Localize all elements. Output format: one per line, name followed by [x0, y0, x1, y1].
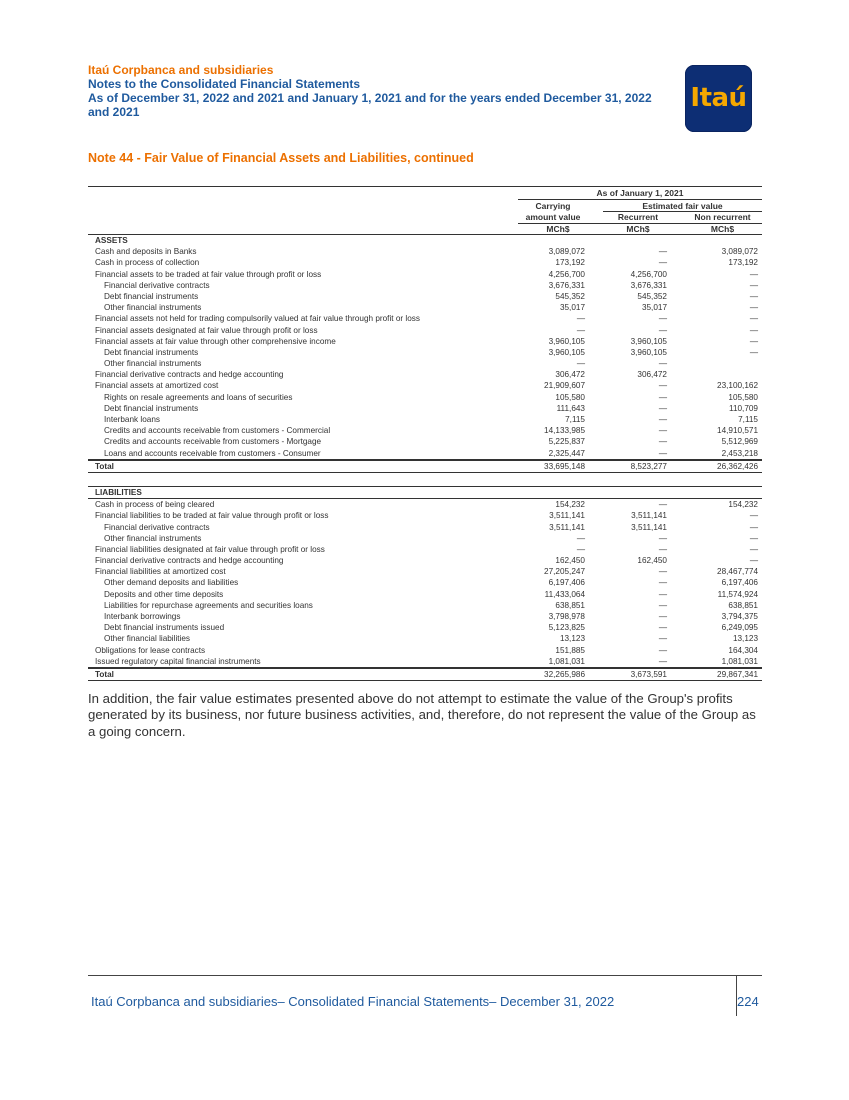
non-recurrent-value: 1,081,031	[721, 656, 758, 666]
table-row	[88, 380, 762, 391]
carrying-amount-value: 151,885	[555, 645, 585, 655]
non-recurrent-value: —	[749, 280, 758, 290]
carrying-amount-value: 3,960,105	[548, 336, 585, 346]
header-line-3: and 2021	[88, 105, 140, 119]
table-row	[88, 313, 762, 324]
recurrent-value: 162,450	[637, 556, 667, 566]
recurrent-value: —	[658, 403, 667, 413]
table-row	[88, 645, 762, 656]
row-label: Financial derivative contracts and hedge accounting	[95, 370, 284, 380]
liabilities-rows	[88, 499, 762, 668]
header-line-2: As of December 31, 2022 and 2021 and January 1, 2021 and for the years ended December 31, 2022	[88, 91, 652, 105]
non-recurrent-value: 173,192	[728, 258, 758, 268]
carrying-amount-value: —	[576, 314, 585, 324]
table-row	[88, 336, 762, 347]
carrying-amount-value: 105,580	[555, 392, 585, 402]
footer-text: Itaú Corpbanca and subsidiaries– Consolidated Financial Statements– December 31, 2022	[91, 994, 615, 1009]
table-row	[88, 577, 762, 588]
row-label: Financial assets designated at fair value through profit or loss	[95, 325, 318, 335]
table-row	[88, 414, 762, 425]
row-label: Cash and deposits in Banks	[95, 247, 197, 257]
row-label: Issued regulatory capital financial instruments	[95, 656, 261, 666]
recurrent-value: —	[658, 415, 667, 424]
table-row	[88, 533, 762, 544]
table-row	[88, 392, 762, 403]
non-recurrent-value: 3,794,375	[721, 612, 758, 621]
non-recurrent-value: 5,512,969	[721, 437, 758, 447]
recurrent-value: —	[658, 500, 667, 510]
carrying-amount-value: 13,123	[559, 634, 585, 644]
assets-heading-row	[88, 235, 762, 246]
table-row	[88, 369, 762, 380]
assets-total-carrying: 33,695,148	[544, 461, 585, 471]
row-label: Credits and accounts receivable from customers - Mortgage	[104, 437, 322, 447]
non-recurrent-value: 7,115	[738, 415, 758, 424]
non-recurrent-value: —	[749, 314, 758, 324]
estimated-fair-value-header: Estimated fair value	[642, 201, 723, 211]
carrying-amount-value: 3,089,072	[548, 247, 585, 257]
recurrent-value: 3,676,331	[630, 280, 667, 290]
recurrent-value: —	[658, 448, 667, 458]
recurrent-value: 4,256,700	[630, 269, 667, 279]
row-label: Financial assets to be traded at fair value through profit or loss	[95, 269, 322, 279]
recurrent-value: —	[658, 544, 667, 554]
non-recurrent-value: 6,197,406	[721, 578, 758, 588]
row-label: Cash in process of collection	[95, 258, 200, 268]
period-header: As of January 1, 2021	[596, 188, 684, 198]
liabilities-total-carrying: 32,265,986	[544, 669, 585, 679]
carrying-amount-value: 3,676,331	[548, 280, 585, 290]
assets-total-recurrent: 8,523,277	[630, 461, 667, 471]
row-label: Other financial instruments	[104, 359, 202, 369]
recurrent-value: 3,511,141	[631, 522, 667, 532]
recurrent-value: —	[658, 325, 667, 335]
table-row	[88, 656, 762, 668]
unit-carrying: MCh$	[546, 224, 570, 234]
non-recurrent-value: —	[749, 556, 758, 566]
table-row	[88, 280, 762, 291]
liabilities-heading: LIABILITIES	[95, 487, 142, 497]
assets-total-label: Total	[95, 461, 114, 471]
non-recurrent-value: —	[749, 269, 758, 279]
non-recurrent-value: —	[749, 347, 758, 357]
row-label: Other financial instruments	[104, 533, 202, 543]
non-recurrent-value: 6,249,095	[721, 623, 758, 633]
recurrent-value: —	[658, 426, 667, 436]
table-row	[88, 544, 762, 555]
note-title: Note 44 - Fair Value of Financial Assets and Liabilities, continued	[88, 151, 474, 165]
recurrent-value: —	[658, 258, 667, 268]
carrying-amount-value: 2,325,447	[548, 448, 585, 458]
recurrent-value: —	[658, 645, 667, 655]
non-recurrent-value: 14,910,571	[717, 426, 758, 436]
carrying-amount-value: —	[576, 359, 585, 369]
assets-heading: ASSETS	[95, 236, 128, 245]
non-recurrent-value: 154,232	[728, 500, 758, 510]
header-line-1: Notes to the Consolidated Financial Statements	[88, 77, 361, 91]
recurrent-value: 545,352	[637, 291, 667, 301]
assets-total-row	[88, 460, 762, 473]
liabilities-total-label: Total	[95, 669, 114, 679]
carrying-amount-value: 21,909,607	[544, 381, 585, 391]
carrying-amount-value: 27,205,247	[544, 567, 585, 577]
carrying-amount-value: 111,643	[556, 403, 585, 413]
row-label: Debt financial instruments issued	[104, 623, 225, 633]
carrying-amount-value: —	[576, 544, 585, 554]
non-recurrent-value: 13,123	[732, 634, 758, 644]
non-recurrent-value: 28,467,774	[717, 567, 758, 577]
non-recurrent-value: 11,574,924	[717, 589, 758, 599]
non-recurrent-value: 2,453,218	[721, 448, 758, 458]
row-label: Debt financial instruments	[104, 347, 199, 357]
carrying-amount-value: 3,960,105	[548, 347, 585, 357]
row-label: Obligations for lease contracts	[95, 645, 206, 655]
row-label: Deposits and other time deposits	[104, 589, 224, 599]
table-row	[88, 403, 762, 414]
recurrent-value: —	[658, 600, 667, 610]
liabilities-total-non-recurrent: 29,867,341	[717, 669, 758, 679]
carrying-amount-value: 154,232	[555, 500, 585, 510]
liabilities-section	[88, 487, 762, 681]
row-label: Other financial liabilities	[104, 634, 191, 644]
table-row	[88, 246, 762, 257]
table-row	[88, 499, 762, 510]
row-label: Financial liabilities to be traded at fair value through profit or loss	[95, 511, 329, 521]
column-header	[88, 187, 762, 234]
recurrent-value: 3,511,141	[631, 511, 667, 521]
section-spacer	[88, 473, 762, 486]
table-row	[88, 347, 762, 358]
table-row	[88, 436, 762, 447]
recurrent-value: —	[658, 392, 667, 402]
carrying-amount-value: 173,192	[555, 258, 585, 268]
carrying-amount-value: 5,123,825	[548, 623, 585, 633]
carrying-amount-value: 3,511,141	[549, 522, 585, 532]
table-row	[88, 633, 762, 644]
closing-paragraph: In addition, the fair value estimates presented above do not attempt to estimate the value of the Group's profits generated by its business, nor future business activities, and, therefore, do not represent the value of the Group as a going concern.	[88, 691, 756, 739]
carrying-amount-value: 6,197,406	[548, 578, 585, 588]
non-recurrent-value: —	[749, 303, 758, 313]
table-row	[88, 555, 762, 566]
carrying-amount-value: 4,256,700	[548, 269, 585, 279]
row-label: Other financial instruments	[104, 303, 202, 313]
carrying-header-1: Carrying	[535, 201, 571, 211]
non-recurrent-value: —	[749, 533, 758, 543]
table-row	[88, 358, 762, 369]
recurrent-value: —	[658, 247, 667, 257]
recurrent-value: —	[658, 634, 667, 644]
non-recurrent-value: —	[749, 336, 758, 346]
non-recurrent-header: Non recurrent	[694, 212, 751, 222]
unit-non-recurrent: MCh$	[710, 224, 735, 234]
assets-section	[88, 235, 762, 473]
recurrent-header: Recurrent	[617, 212, 659, 222]
table-row	[88, 522, 762, 533]
row-label: Cash in process of being cleared	[95, 500, 215, 510]
non-recurrent-value: 638,851	[728, 600, 758, 610]
row-label: Financial derivative contracts	[104, 522, 210, 532]
non-recurrent-value: —	[749, 291, 758, 301]
recurrent-value: —	[658, 533, 667, 543]
unit-recurrent: MCh$	[626, 224, 650, 234]
table-row	[88, 600, 762, 611]
non-recurrent-value: 164,304	[728, 645, 758, 655]
recurrent-value: —	[658, 359, 667, 369]
liabilities-total-recurrent: 3,673,591	[630, 669, 667, 679]
non-recurrent-value: —	[749, 522, 758, 532]
assets-rows	[88, 246, 762, 460]
row-label: Other demand deposits and liabilities	[104, 578, 239, 588]
row-label: Debt financial instruments	[104, 291, 199, 301]
table-row	[88, 425, 762, 436]
period-underline	[518, 199, 762, 200]
non-recurrent-value: 105,580	[728, 392, 758, 402]
row-label: Debt financial instruments	[104, 403, 199, 413]
carrying-amount-value: 3,511,141	[549, 511, 585, 521]
row-label: Interbank loans	[104, 415, 160, 424]
table-row	[88, 611, 762, 622]
recurrent-value: —	[658, 612, 667, 621]
table-row	[88, 302, 762, 313]
recurrent-value: 35,017	[641, 303, 667, 313]
row-label: Liabilities for repurchase agreements and securities loans	[104, 600, 313, 610]
table-row	[88, 269, 762, 280]
row-label: Loans and accounts receivable from customers - Consumer	[104, 448, 321, 458]
non-recurrent-value: —	[749, 544, 758, 554]
row-label: Financial derivative contracts and hedge accounting	[95, 556, 284, 566]
non-recurrent-value: —	[749, 325, 758, 335]
page-number: 224	[737, 994, 759, 1009]
liabilities-total-row	[88, 668, 762, 681]
recurrent-value: —	[658, 314, 667, 324]
recurrent-value: 3,960,105	[630, 336, 667, 346]
carrying-header-2: amount value	[525, 212, 581, 222]
assets-total-non-recurrent: 26,362,426	[717, 461, 758, 471]
table-row	[88, 325, 762, 336]
non-recurrent-value: —	[749, 511, 758, 521]
row-label: Financial assets at amortized cost	[95, 381, 219, 391]
carrying-amount-value: —	[576, 325, 585, 335]
recurrent-value: 3,960,105	[630, 347, 667, 357]
non-recurrent-value: 110,709	[729, 403, 758, 413]
row-label: Financial assets not held for trading compulsorily valued at fair value through profit or loss	[95, 314, 420, 324]
recurrent-value: —	[658, 589, 667, 599]
liabilities-heading-row	[88, 487, 762, 499]
table-row	[88, 510, 762, 521]
table-row	[88, 589, 762, 600]
carrying-amount-value: 1,081,031	[548, 656, 585, 666]
row-label: Financial derivative contracts	[104, 280, 210, 290]
carrying-amount-value: —	[576, 533, 585, 543]
non-recurrent-value: 3,089,072	[721, 247, 758, 257]
carrying-amount-value: 5,225,837	[548, 437, 585, 447]
table-row	[88, 622, 762, 633]
row-label: Rights on resale agreements and loans of securities	[104, 392, 293, 402]
carrying-amount-value: 638,851	[555, 600, 585, 610]
recurrent-value: —	[658, 623, 667, 633]
carrying-amount-value: 35,017	[559, 303, 585, 313]
carrying-amount-value: 162,450	[555, 556, 585, 566]
table-row	[88, 257, 762, 268]
table-row	[88, 448, 762, 460]
company-name: Itaú Corpbanca and subsidiaries	[88, 63, 274, 77]
recurrent-value: —	[658, 567, 667, 577]
row-label: Financial liabilities designated at fair value through profit or loss	[95, 544, 325, 554]
row-label: Financial liabilities at amortized cost	[95, 567, 226, 577]
carrying-amount-value: 3,798,978	[548, 612, 585, 621]
table-row	[88, 566, 762, 577]
recurrent-value: —	[658, 381, 667, 391]
itau-logo	[685, 65, 752, 132]
logo-text: Itaú	[690, 83, 747, 113]
recurrent-value: —	[658, 578, 667, 588]
footer-rule	[88, 975, 762, 976]
carrying-amount-value: 11,433,064	[544, 589, 585, 599]
non-recurrent-value: 23,100,162	[717, 381, 758, 391]
carrying-amount-value: 306,472	[555, 370, 585, 380]
row-label: Credits and accounts receivable from customers - Commercial	[104, 426, 331, 436]
row-label: Interbank borrowings	[104, 612, 181, 621]
carrying-amount-value: 545,352	[555, 291, 585, 301]
table-row	[88, 291, 762, 302]
recurrent-value: 306,472	[637, 370, 667, 380]
carrying-amount-value: 14,133,985	[544, 426, 585, 436]
recurrent-value: —	[658, 656, 667, 666]
document-header	[88, 63, 688, 119]
row-label: Financial assets at fair value through other comprehensive income	[95, 336, 336, 346]
carrying-amount-value: 7,115	[565, 415, 585, 424]
recurrent-value: —	[658, 437, 667, 447]
fair-value-table	[88, 186, 762, 681]
